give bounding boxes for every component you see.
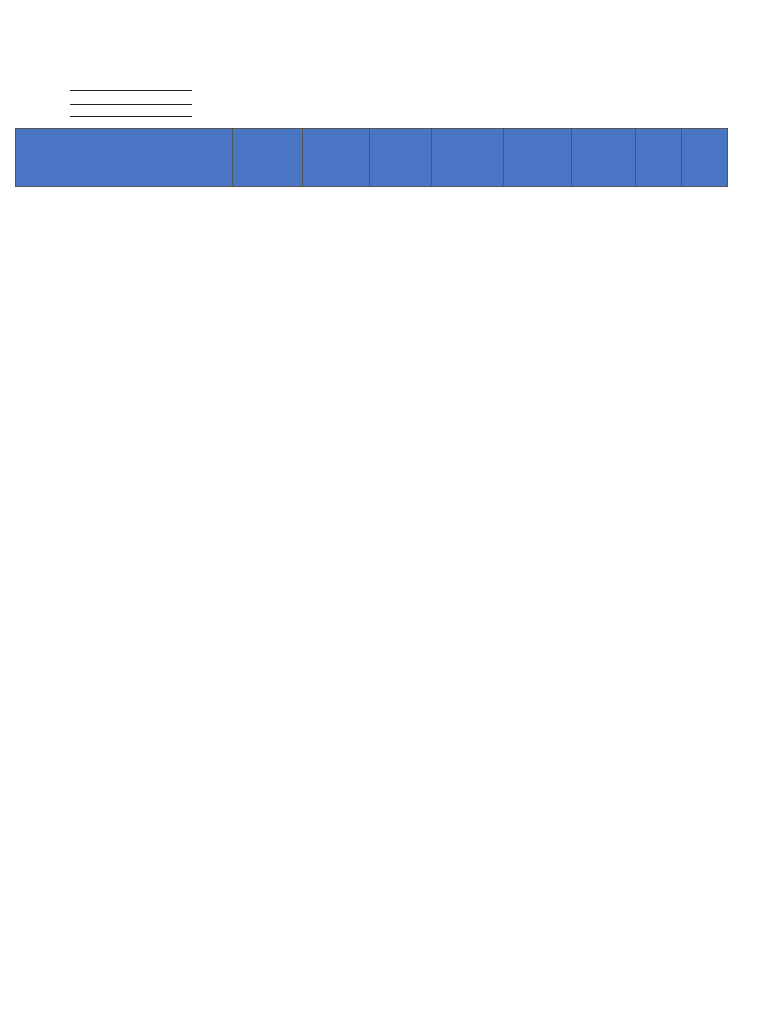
quarter-value xyxy=(70,106,192,117)
evaluating-header xyxy=(504,129,572,187)
applying-header xyxy=(370,129,432,187)
total-items-header xyxy=(636,129,682,187)
specification-table-part-1 xyxy=(15,128,728,187)
remembering-header xyxy=(233,129,303,187)
creating-header xyxy=(572,129,636,187)
answer-key-header xyxy=(682,129,728,187)
analyzing-header xyxy=(432,129,504,187)
understanding-header xyxy=(303,129,370,187)
competency-header xyxy=(16,129,233,187)
header-row xyxy=(16,129,728,187)
grade-value xyxy=(70,94,192,105)
subject-value xyxy=(70,80,192,91)
